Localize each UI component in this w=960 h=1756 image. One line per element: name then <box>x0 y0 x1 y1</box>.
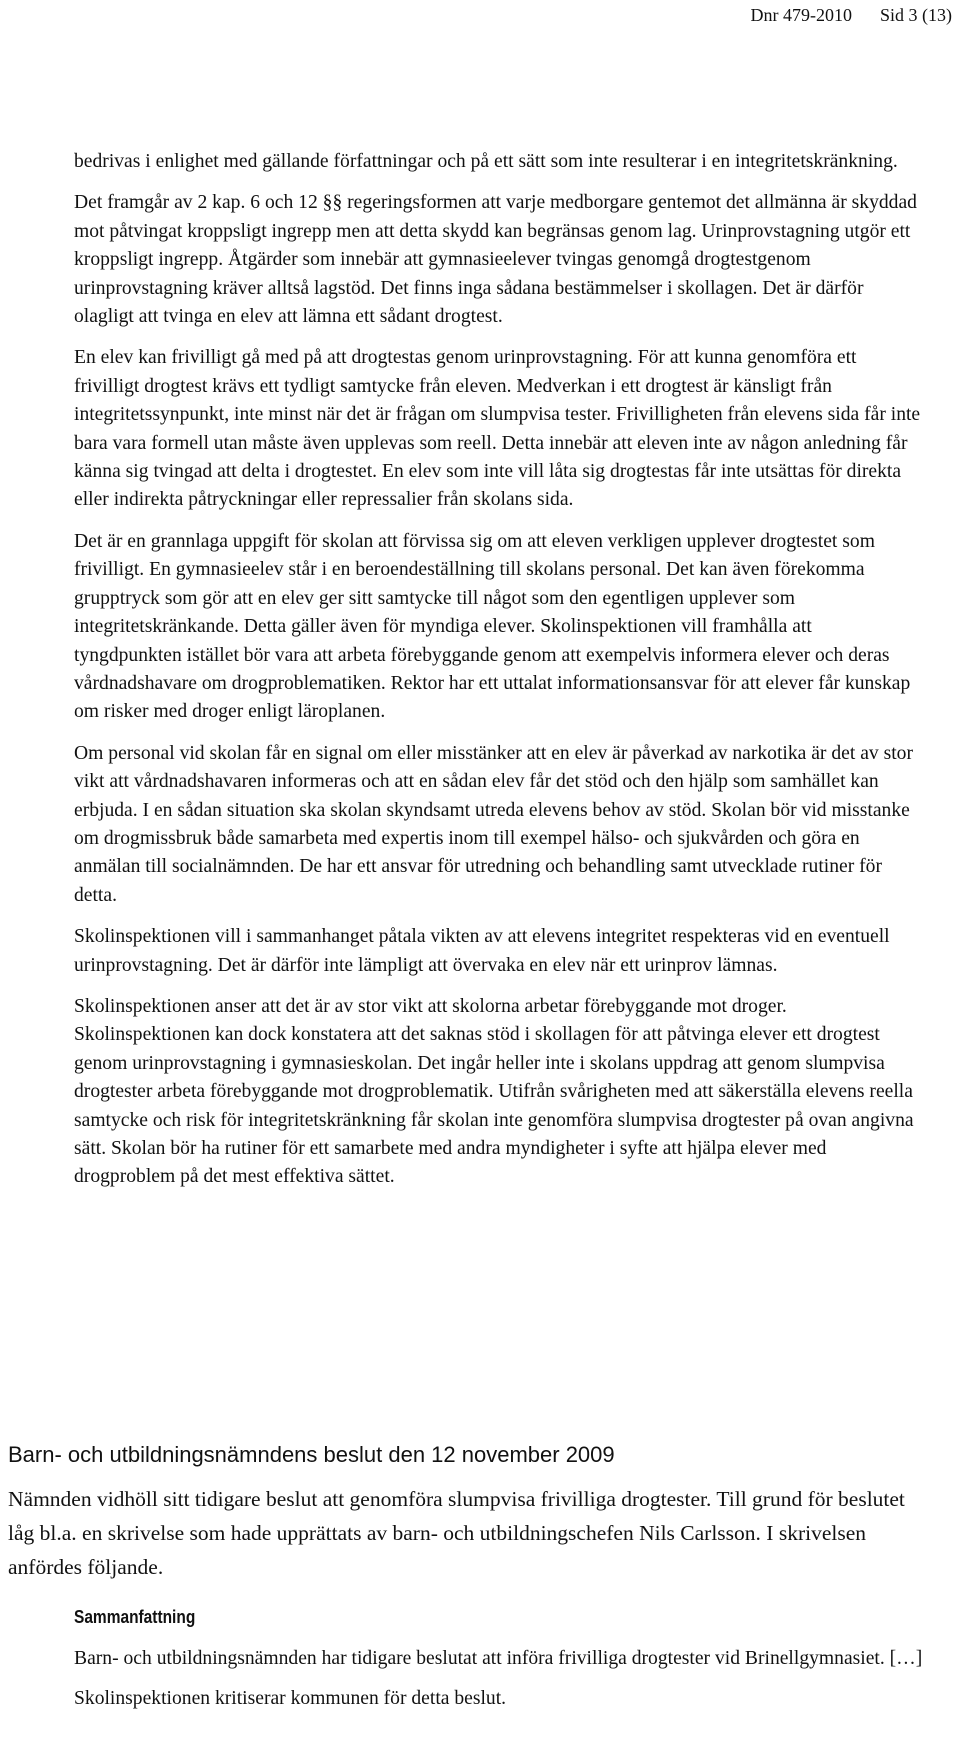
paragraph-school-responsibility: Det är en grannlaga uppgift för skolan att förvissa sig om att eleven verkligen upplever drogtestet som frivilligt. En gymnasieelev står i en beroendeställning till skolans personal. Det kan även förekomma grupptryck som gör att en elev ger sitt samtycke till något som den egentligen upplever som integritetskränkande. Detta gäller även för myndiga elever. Skolinspektionen vill framhålla att tyngdpunkten istället bör vara att arbeta förebyggande genom att exempelvis informera elever och deras vårdnadshavare om drogproblematiken. Rektor har ett uttalat informationsansvar för att elever får kunskap om risker med droger enligt läroplanen. <box>74 530 911 723</box>
summary-paragraph: Barn- och utbildningsnämnden har tidigare beslutat att införa frivilliga drogtester vid Brinellgymnasiet. […] <box>74 1648 923 1669</box>
paragraph-staff-signal: Om personal vid skolan får en signal om eller misstänker att en elev är påverkad av narkotika är det av stor vikt att vårdnadshavaren informeras och att en sådan elev får det stöd och den hjälp som samhället kan erbjuda. I en sådan situation ska skolan skyndsamt utreda elevens behov av stöd. Skolan bör vid misstanke om drogmissbruk både samarbeta med expertis inom till exempel hälso- och sjukvården och göra en anmälan till socialnämnden. De har ett ansvar för utredning och behandling samt utvecklade rutiner för detta. <box>74 742 913 906</box>
summary-heading: Sammanfattning <box>74 1607 196 1627</box>
paragraph-voluntary-test: En elev kan frivilligt gå med på att drogtestas genom urinprovstagning. För att kunna genomföra ett frivilligt drogtest krävs ett tydligt samtycke från eleven. Medverkan i ett drogtest är känsligt från integritetssynpunkt, inte minst när det är frågan om slumpvisa tester. Frivilligheten från elevens sida får inte bara vara formell utan måste även upplevas som reell. Detta innebär att eleven inte av någon anledning får känna sig tvingad att delta i drogtestet. En elev som inte vill låta sig drogtestas får inte utsättas för direkta eller indirekta påtryckningar eller repressalier från skolans sida. <box>74 347 921 511</box>
paragraph-continuation: bedrivas i enlighet med gällande författningar och på ett sätt som inte resulterar i en integritetskränkning. <box>74 151 898 172</box>
paragraph-integrity: Skolinspektionen vill i sammanhanget påtala vikten av att elevens integritet respekteras vid en eventuell urinprovstagning. Det är därför inte lämpligt att övervaka en elev när ett urinprov lämnas. <box>74 926 890 976</box>
paragraph-conclusion: Skolinspektionen anser att det är av stor vikt att skolorna arbetar förebyggande mot droger. Skolinspektionen kan dock konstatera att det saknas stöd i skollagen för att påtvinga elever ett drogtest genom urinprovstagning i gymnasieskolan. Det ingår heller inte i skolans uppdrag att genom slumpvisa drogtester arbeta förebyggande mot drogproblematik. Utifrån svårigheten med att säkerställa elevens reella samtycke och risk för integritetskränkning får skolan inte genomföra slumpvisa drogtester på ovan angivna sätt. Skolan bör ha rutiner för ett samarbete med andra myndigheter i syfte att hjälpa elever med drogproblem på det mest effektiva sättet. <box>74 995 914 1188</box>
summary-body <box>74 1645 924 1726</box>
document-number: Dnr 479-2010 <box>750 5 852 25</box>
page-number: Sid 3 (13) <box>880 5 952 25</box>
page-header <box>751 2 953 28</box>
main-body <box>74 148 922 1205</box>
section-heading: Barn- och utbildningsnämndens beslut den 12 november 2009 <box>8 1442 615 1467</box>
decision-paragraph: Nämnden vidhöll sitt tidigare beslut att genomföra slumpvisa frivilliga drogtester. Till grund för beslutet låg bl.a. en skrivelse som hade upprättats av barn- och utbildningschefen Nils Carlsson. I skrivelsen anfördes följande. <box>8 1487 905 1579</box>
summary-paragraph: Skolinspektionen kritiserar kommunen för detta beslut. <box>74 1688 507 1710</box>
paragraph-legal-basis: Det framgår av 2 kap. 6 och 12 §§ regeringsformen att varje medborgare gentemot det allmänna är skyddad mot påtvingat kroppsligt ingrepp men att detta skydd kan begränsas genom lag. Urinprovstagning utgör ett kroppsligt ingrepp. Åtgärder som innebär att gymnasieelever tvingas genomgå drogtestgenom urinprovstagning kräver alltså lagstöd. Det finns inga sådana bestämmelser i skollagen. Det är därför olagligt att tvinga en elev att lämna ett sådant drogtest. <box>74 192 917 328</box>
